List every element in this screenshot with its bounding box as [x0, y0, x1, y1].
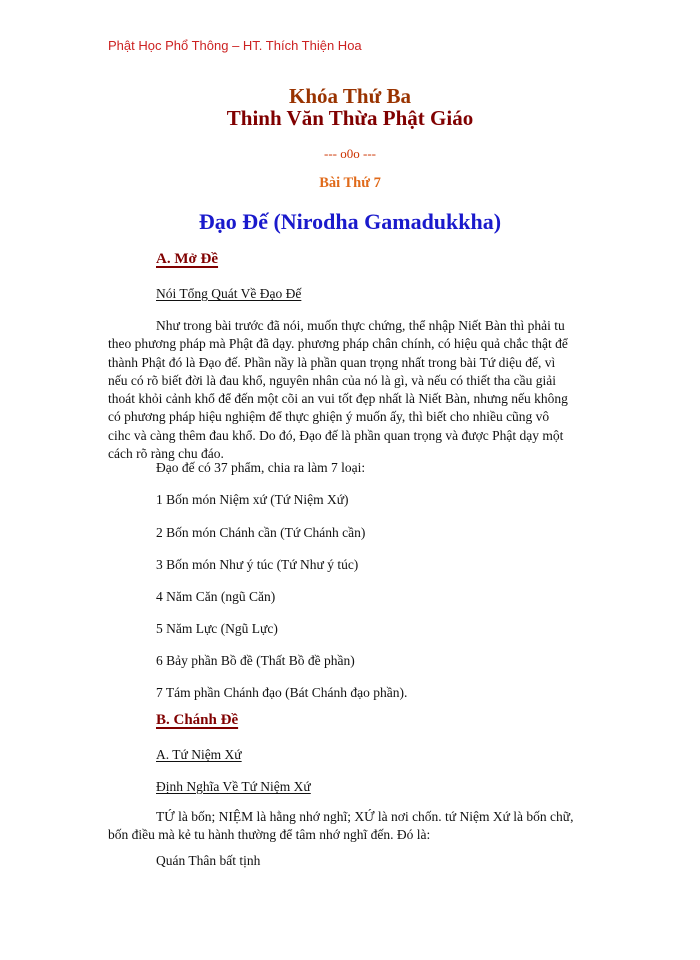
list-item: 3 Bốn món Như ý túc (Tứ Như ý túc) [156, 557, 359, 572]
paragraph-line: TỨ là bốn; NIỆM là hằng nhớ nghĩ; XỨ là nơi chốn. tứ Niệm Xứ là bốn chữ, [156, 809, 574, 824]
section-b-paragraph [108, 808, 576, 845]
running-header: Phật Học Phổ Thông – HT. Thích Thiện Hoa [108, 38, 362, 53]
section-a-subheading: Nói Tổng Quát Về Đạo Đế [156, 286, 302, 301]
separator: --- o0o --- [324, 146, 376, 161]
definition-heading: Định Nghĩa Về Tứ Niệm Xứ [156, 779, 311, 794]
section-b-heading: B. Chánh Đề [156, 712, 239, 728]
paragraph-line: cihc và càng thêm đau khổ. Do đó, Đạo đế là phần quan trọng và được Phật dạy một [108, 427, 564, 443]
paragraph-line: Như trong bài trước đã nói, muốn thực chứng, thể nhập Niết Bàn thì phải tu [156, 318, 565, 333]
list-item: 2 Bốn món Chánh cần (Tứ Chánh cần) [156, 525, 366, 540]
intro-line: Đạo đế có 37 phẩm, chia ra làm 7 loại: [156, 460, 366, 475]
last-line: Quán Thân bất tịnh [156, 853, 261, 868]
course-title: Khóa Thứ Ba [289, 84, 411, 108]
paragraph-line: cách rõ ràng chu đáo. [108, 446, 224, 462]
section-a-heading: A. Mở Đề [156, 251, 219, 267]
paragraph-line: bốn điều mà kẻ tu hành thường để tâm nhớ nghĩ đến. Đó là: [108, 827, 431, 843]
section-a-paragraph [108, 317, 576, 463]
list-item: 4 Năm Căn (ngũ Căn) [156, 589, 276, 604]
lesson-title: Đạo Đế (Nirodha Gamadukkha) [198, 209, 502, 234]
course-subtitle: Thinh Văn Thừa Phật Giáo [226, 106, 474, 130]
lesson-number: Bài Thứ 7 [319, 175, 381, 191]
list-item: 1 Bốn món Niệm xứ (Tứ Niệm Xứ) [156, 492, 349, 507]
paragraph-line: nếu có rõ biết đời là đau khổ, nguyên nhân của nó là gì, và nếu có thiết tha cầu giải [108, 372, 556, 388]
paragraph-line: thoát khỏi cảnh khổ để đến một cõi an vui tốt đẹp nhất là Niết Bàn, nhưng nếu không [108, 391, 568, 407]
paragraph-line: có phương pháp hiệu nghiệm để thực ghiện ý muốn ấy, thì biết cho nhiều cũng vô [108, 409, 550, 425]
paragraph-line: thành Phật đó là Đạo đế. Phần nầy là phần quan trọng nhất trong bài Tứ diệu đế, vì [108, 354, 556, 370]
list-item: 6 Bảy phần Bồ đề (Thất Bồ đề phần) [156, 653, 355, 668]
paragraph-line: theo phương pháp mà Phật đã dạy. phương pháp chân chính, có hiệu quả chắc thật để [108, 336, 568, 352]
list-item: 7 Tám phần Chánh đạo (Bát Chánh đạo phần). [156, 685, 408, 700]
list-item: 5 Năm Lực (Ngũ Lực) [156, 621, 278, 636]
section-b-subheading: A. Tứ Niệm Xứ [156, 747, 242, 762]
